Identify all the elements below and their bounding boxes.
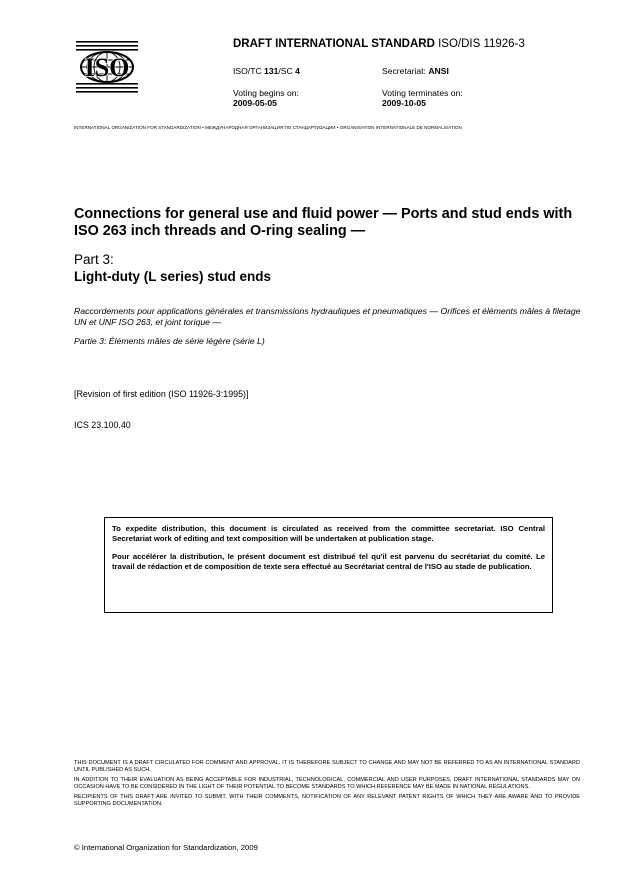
disclaimer-paragraph: RECIPIENTS OF THIS DRAFT ARE INVITED TO SUBMIT, WITH THEIR COMMENTS, NOTIFICATION OF ANY RELEVANT PATENT RIGHTS OF WHICH THEY ARE AWARE AND TO PROVIDE SUPPORTING DOCUMENTATION. [74,794,580,807]
notice-french: Pour accélérer la distribution, le présent document est distribué tel qu'il est parvenu du secrétariat du comité. Le travail de rédaction et de composition de texte sera effectué au Secrétariat central de l'ISO au stade de publication. [112,551,545,571]
voting-terminates-label: Voting terminates on: [382,88,463,98]
document-type-heading [233,38,525,50]
secretariat-value: ANSI [428,66,449,76]
revision-note: [Revision of first edition (ISO 11926-3:1995)] [74,389,249,399]
iso-logo [75,40,139,93]
notice-english: To expedite distribution, this document is circulated as received from the committee secretariat. ISO Central Secretariat work of editing and text composition will be undertaken at publication stage. [112,524,545,543]
technical-committee: ISO/TC 131/SC 4 [233,66,300,76]
iso-globe-logo-icon [75,40,139,93]
part-label: Part 3: [74,252,114,267]
part-title: Light-duty (L series) stud ends [74,269,272,284]
secretariat: Secretariat: ANSI [382,66,449,76]
voting-terminates [382,88,463,108]
copyright-notice: © International Organization for Standardization, 2009 [74,843,258,852]
iso-logo-text: ISO [84,53,130,82]
document-number: ISO/DIS 11926-3 [438,38,525,50]
french-title: Raccordements pour applications générales et transmissions hydrauliques et pneumatiques — Orifices et éléments mâles à filetage UN et UNF ISO 263, et joint torique — [74,306,581,327]
organization-line: INTERNATIONAL ORGANIZATION FOR STANDARDIZATION • МЕЖДУНАРОДНАЯ ОРГАНИЗАЦИЯ ПО СТАНДАРТИЗАЦИИ • ORGANISATION INTERNATIONALE DE NORMALISATION [74,125,462,130]
voting-terminates-date: 2009-10-05 [382,98,426,108]
disclaimer-paragraph: IN ADDITION TO THEIR EVALUATION AS BEING ACCEPTABLE FOR INDUSTRIAL, TECHNOLOGICAL, COMMERCIAL AND USER PURPOSES, DRAFT INTERNATIONAL STANDARDS MAY ON OCCASION HAVE TO BE CONSIDERED IN THE LIGHT OF THEIR POTENTIAL TO BECOME STANDARDS TO WHICH REFERENCE MAY BE MADE IN NATIONAL REGULATIONS. [74,777,580,790]
ics-code: ICS 23.100.40 [74,420,131,430]
document-type: DRAFT INTERNATIONAL STANDARD [233,38,435,50]
draft-disclaimer [74,760,580,812]
distribution-notice-box [104,517,553,613]
tc-number: 131 [264,66,279,76]
disclaimer-paragraph: THIS DOCUMENT IS A DRAFT CIRCULATED FOR COMMENT AND APPROVAL. IT IS THEREFORE SUBJECT TO CHANGE AND MAY NOT BE REFERRED TO AS AN INTERNATIONAL STANDARD UNTIL PUBLISHED AS SUCH. [74,760,580,773]
voting-begins-date: 2009-05-05 [233,98,277,108]
sc-number: 4 [295,66,300,76]
voting-begins [233,88,299,108]
document-title: Connections for general use and fluid power — Ports and stud ends with ISO 263 inch threads and O-ring sealing — [74,206,573,239]
french-part-title: Partie 3: Éléments mâles de série légère (série L) [74,336,265,346]
voting-begins-label: Voting begins on: [233,88,299,98]
